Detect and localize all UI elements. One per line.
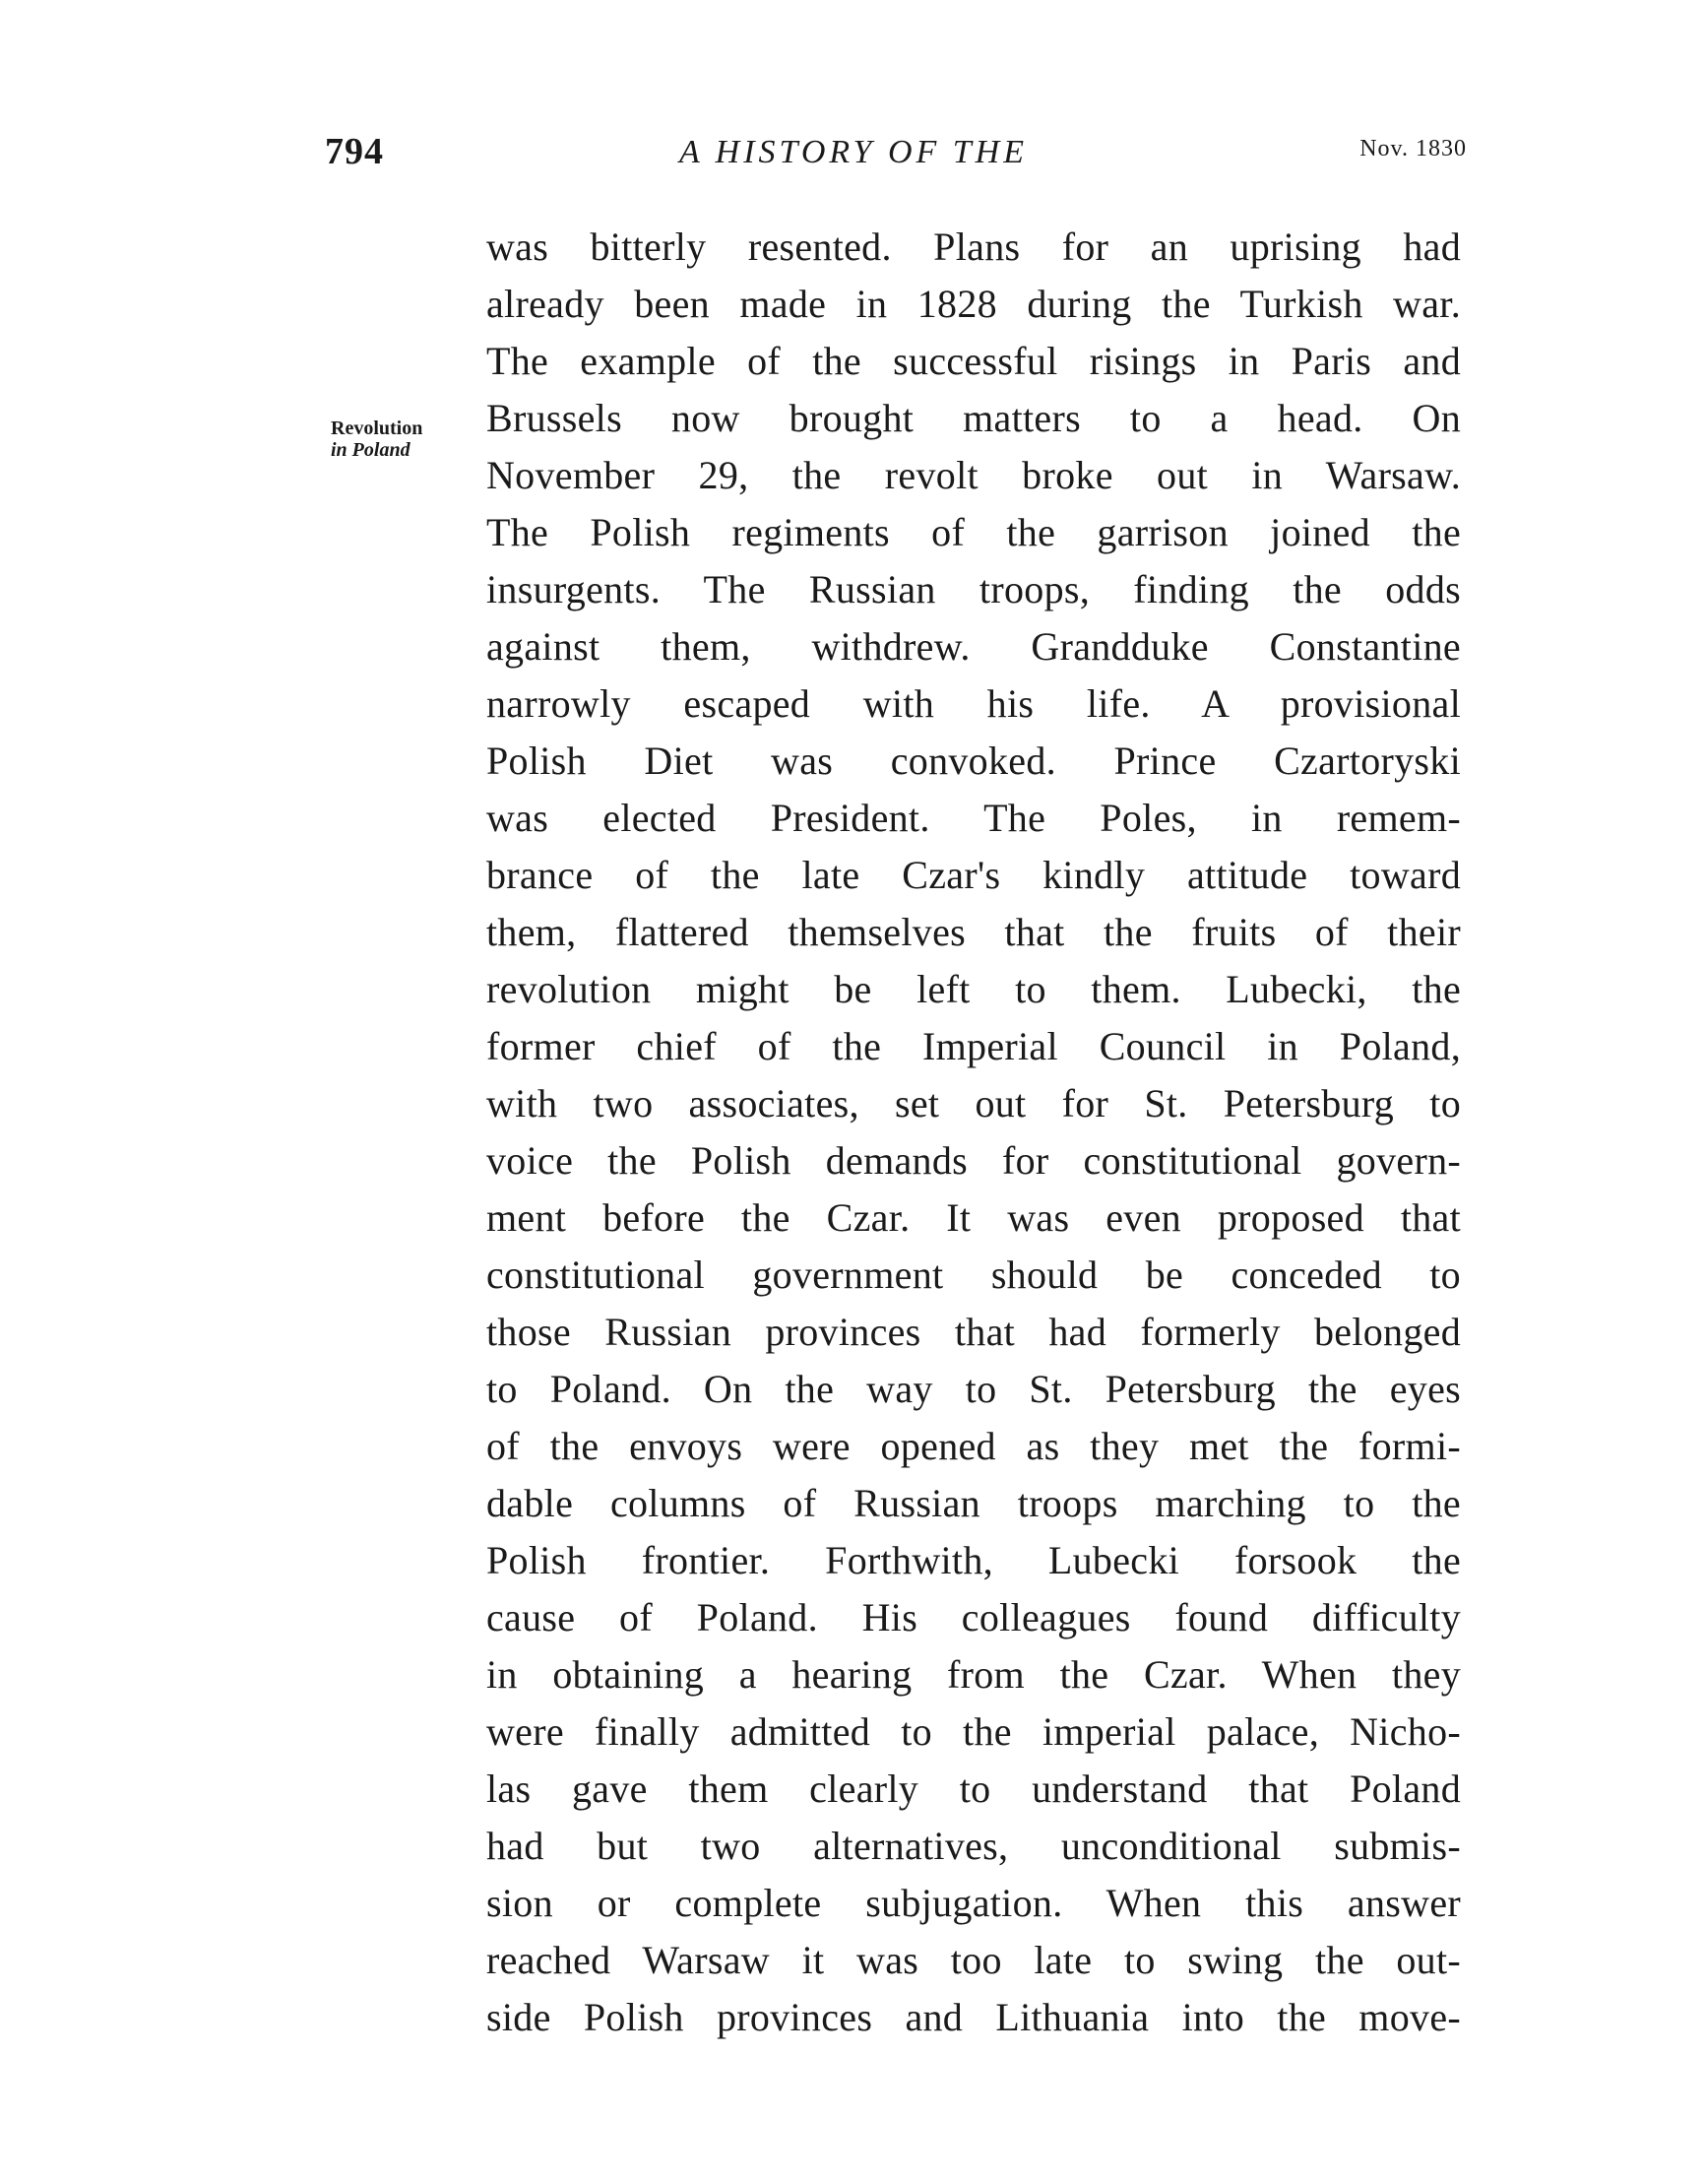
text-line: side Polish provinces and Lithuania into the move- (486, 1995, 1461, 2039)
text-line: already been made in 1828 during the Turkish war. (486, 282, 1461, 326)
text-line: was bitterly resented. Plans for an uprising had (486, 225, 1461, 269)
text-line: The example of the successful risings in Paris and (486, 339, 1461, 383)
text-line: of the envoys were opened as they met the formi- (486, 1424, 1461, 1468)
text-line: voice the Polish demands for constitutional govern- (486, 1138, 1461, 1183)
text-line: dable columns of Russian troops marching to the (486, 1481, 1461, 1525)
text-line: ment before the Czar. It was even proposed that (486, 1195, 1461, 1240)
text-line: The Polish regiments of the garrison joined the (486, 510, 1461, 554)
text-line: to Poland. On the way to St. Petersburg the eyes (486, 1367, 1461, 1411)
text-line: November 29, the revolt broke out in Warsaw. (486, 453, 1461, 497)
page-header (325, 126, 1467, 185)
header-date: Nov. 1830 (1359, 136, 1467, 161)
text-line: narrowly escaped with his life. A provisional (486, 681, 1461, 726)
text-line: brance of the late Czar's kindly attitude toward (486, 853, 1461, 897)
text-line: in obtaining a hearing from the Czar. When they (486, 1652, 1461, 1697)
sidenote-line-1: Revolution (331, 418, 423, 439)
text-line: reached Warsaw it was too late to swing the out- (486, 1938, 1461, 1982)
text-line: las gave them clearly to understand that Poland (486, 1766, 1461, 1811)
body-text (486, 219, 1461, 2046)
running-head: A HISTORY OF THE (679, 134, 1028, 170)
text-line: were finally admitted to the imperial palace, Nicho- (486, 1709, 1461, 1754)
text-line: Brussels now brought matters to a head. On (486, 396, 1461, 440)
text-line: constitutional government should be conceded to (486, 1253, 1461, 1297)
text-line: revolution might be left to them. Lubecki, the (486, 967, 1461, 1011)
text-line: with two associates, set out for St. Petersburg to (486, 1081, 1461, 1125)
text-line: Polish frontier. Forthwith, Lubecki forsook the (486, 1538, 1461, 1582)
text-line: them, flattered themselves that the fruits of their (486, 910, 1461, 954)
text-line: had but two alternatives, unconditional submis- (486, 1824, 1461, 1868)
page-number: 794 (325, 131, 384, 172)
text-line: former chief of the Imperial Council in Poland, (486, 1024, 1461, 1068)
text-line: cause of Poland. His colleagues found difficulty (486, 1595, 1461, 1639)
text-line: Polish Diet was convoked. Prince Czartoryski (486, 739, 1461, 783)
sidenote-line-2: in Poland (331, 439, 410, 461)
text-line: insurgents. The Russian troops, finding the odds (486, 567, 1461, 611)
text-line: was elected President. The Poles, in remem- (486, 796, 1461, 840)
text-line: those Russian provinces that had formerly belonged (486, 1310, 1461, 1354)
text-line: against them, withdrew. Grandduke Constantine (486, 624, 1461, 669)
margin-sidenote (331, 418, 478, 461)
text-line: sion or complete subjugation. When this answer (486, 1881, 1461, 1925)
